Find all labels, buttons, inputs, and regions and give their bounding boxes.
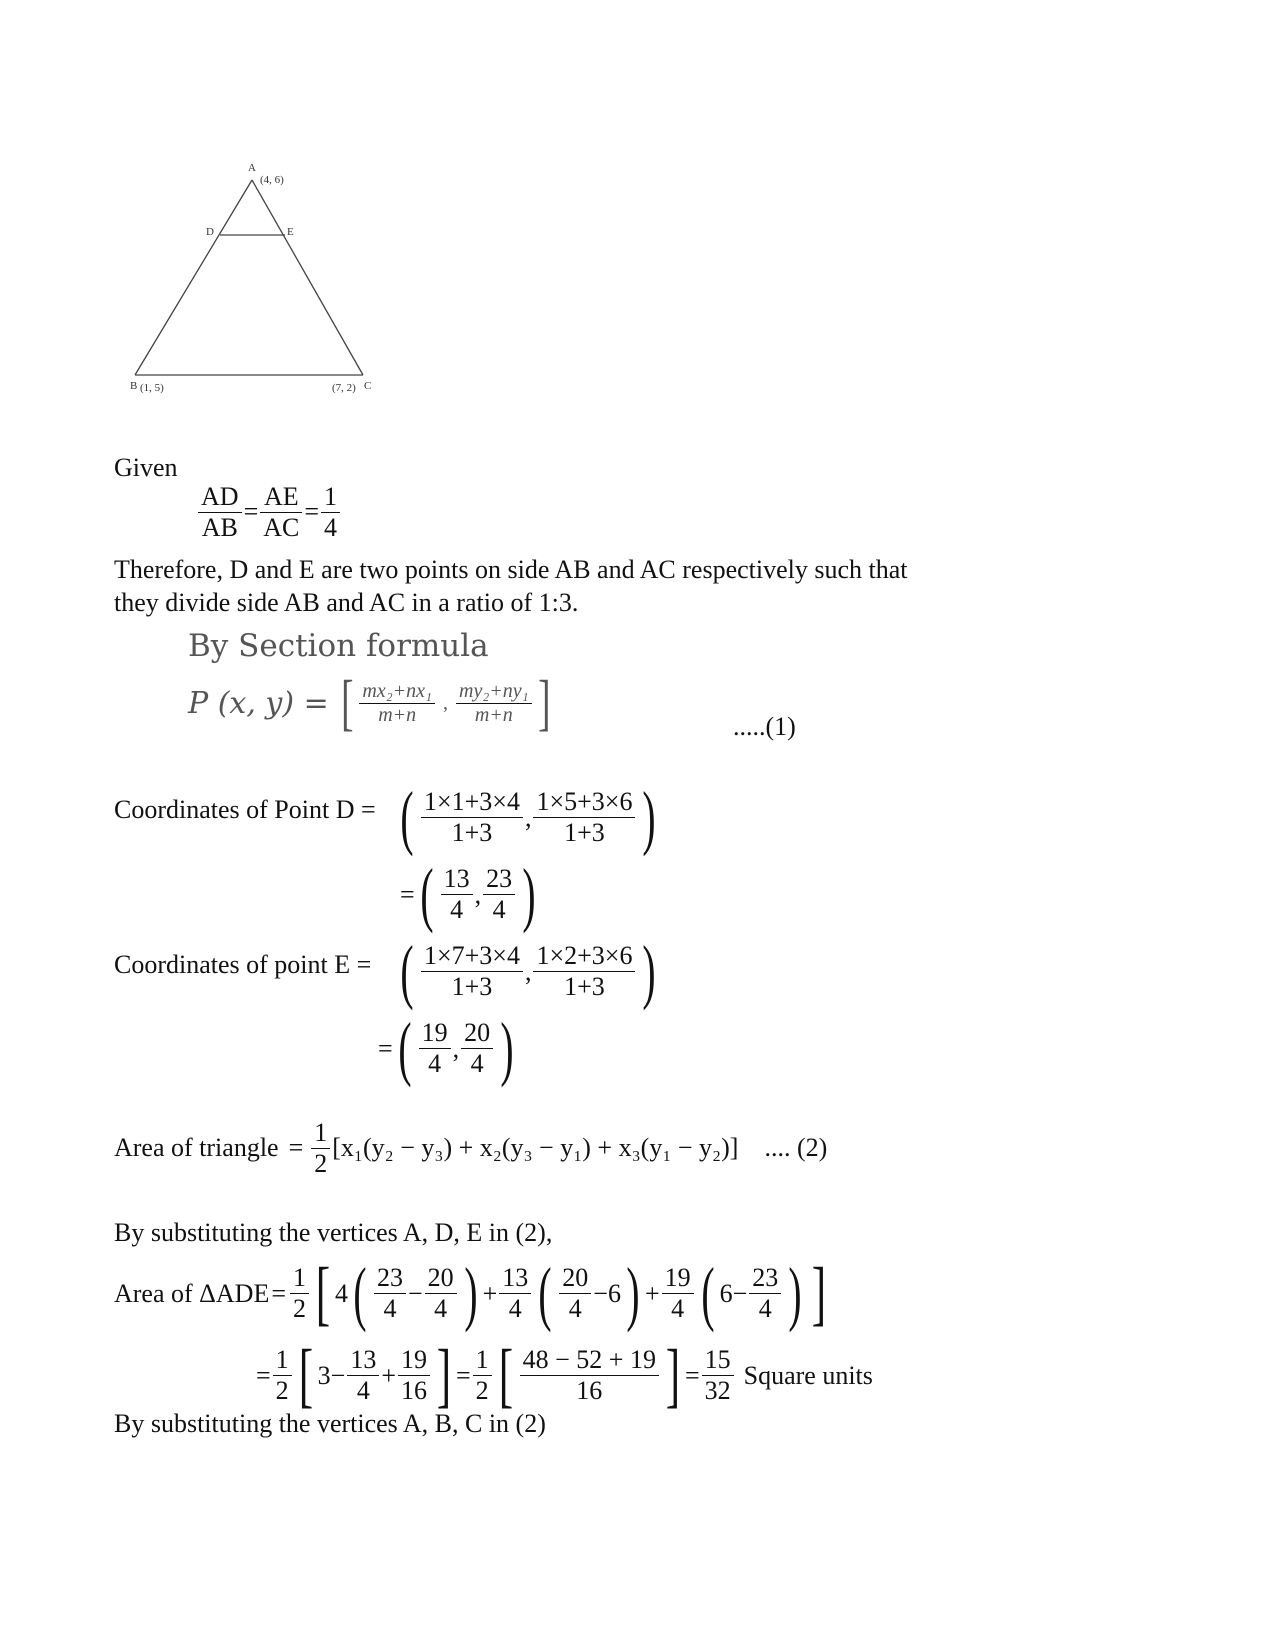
e-result-x-num: 19 [419, 1018, 451, 1049]
right-paren: ) [788, 1253, 802, 1333]
line2-c-den: 16 [401, 1376, 427, 1405]
equals-sign: = [455, 1360, 471, 1390]
term3-num: 19 [662, 1263, 694, 1294]
d-result-y-den: 4 [492, 895, 506, 924]
d-x-denominator: 1+3 [451, 818, 493, 847]
comma: , [452, 1033, 460, 1063]
section-x-numerator: mx₂+nx₁ [359, 680, 435, 704]
left-bracket: [ [315, 1253, 331, 1333]
term2-a-den: 4 [568, 1294, 582, 1323]
term1-a [374, 1263, 406, 1324]
right-paren: ) [642, 777, 657, 857]
area-formula-expression: [x₁(y₂ − y₃) + x₂(y₃ − y₁) + x₃(y₁ − y₂)] [332, 1133, 739, 1163]
half-den: 2 [275, 1376, 289, 1405]
minus-sign: − [593, 1278, 608, 1308]
point-d-label: D [206, 226, 214, 238]
d-result-x [441, 864, 473, 925]
left-paren: ( [701, 1253, 715, 1333]
term2-a [559, 1263, 591, 1324]
d-y-denominator: 1+3 [564, 818, 605, 847]
half-num: 1 [273, 1345, 292, 1376]
half-fraction [290, 1263, 309, 1324]
minus-sign: − [407, 1278, 423, 1308]
term1-a-num: 23 [374, 1263, 406, 1294]
comma: , [524, 802, 532, 832]
half-den: 2 [475, 1376, 489, 1405]
left-bracket: [ [340, 669, 354, 737]
term1-b [425, 1263, 457, 1324]
e-y-fraction [533, 941, 635, 1002]
term2-den: 4 [508, 1294, 522, 1323]
term1-b-num: 20 [425, 1263, 457, 1294]
section-formula-lhs: P (x, y) = [188, 686, 329, 721]
section-y-numerator: my₂+ny₁ [456, 680, 532, 704]
vertex-a-label: A [248, 162, 256, 174]
equation-ref-2: .... (2) [764, 1133, 828, 1163]
left-paren: ( [400, 931, 414, 1011]
point-e-label: E [287, 226, 294, 238]
term2-a-num: 20 [559, 1263, 591, 1294]
d-x-numerator: 1×1+3×4 [421, 787, 523, 818]
equation-ref-1: .....(1) [733, 712, 796, 741]
ratio-one: 1 [321, 482, 340, 513]
e-x-denominator: 1+3 [451, 972, 493, 1001]
vertex-b-label: B [130, 380, 138, 392]
line2-b-den: 4 [356, 1376, 370, 1405]
section-y-denominator: m+n [474, 704, 513, 726]
section-x-denominator: m+n [378, 704, 417, 726]
right-paren: ) [500, 1008, 514, 1088]
area-formula-label: Area of triangle [114, 1133, 279, 1163]
area-ade-line-1 [114, 1252, 831, 1335]
vertex-b-coord: (1, 5) [140, 382, 164, 394]
term2-num: 13 [499, 1263, 531, 1294]
triangle-diagram [120, 155, 400, 405]
ratio-ab: AB [201, 512, 238, 542]
section-formula-heading: By Section formula [188, 628, 489, 664]
left-bracket: [ [298, 1335, 313, 1415]
term3-b-den: 4 [758, 1294, 772, 1323]
line2-d [520, 1345, 659, 1406]
substitute-ade-heading: By substituting the vertices A, D, E in (2), [114, 1218, 553, 1247]
ratio-ae: AE [260, 482, 302, 513]
right-paren: ) [464, 1253, 478, 1333]
e-result-y-num: 20 [461, 1018, 493, 1049]
right-paren: ) [642, 931, 657, 1011]
d-x-fraction [421, 787, 523, 848]
term2-coefficient [499, 1263, 531, 1324]
left-paren: ( [538, 1253, 552, 1333]
result-den: 32 [704, 1376, 731, 1405]
line2-d-num: 48 − 52 + 19 [520, 1345, 659, 1376]
area-ade-result [702, 1345, 734, 1406]
point-d-expression [395, 776, 661, 859]
minus-sign: − [330, 1360, 346, 1390]
term3-b [749, 1263, 781, 1324]
given-ratio [196, 482, 342, 543]
substitute-abc-heading: By substituting the vertices A, B, C in (2) [114, 1409, 546, 1438]
half-fraction [473, 1345, 492, 1406]
comma: , [443, 692, 449, 714]
ratio-ae-ac [260, 482, 302, 543]
area-formula [114, 1118, 827, 1179]
right-bracket: ] [537, 669, 551, 737]
ratio-four: 4 [324, 512, 338, 542]
vertex-c-label: C [364, 380, 372, 392]
plus-sign: + [381, 1360, 396, 1390]
term1-coefficient: 4 [334, 1278, 348, 1308]
left-paren: ( [420, 854, 434, 934]
d-result-y [483, 864, 515, 925]
half-den: 2 [314, 1148, 328, 1178]
right-paren: ) [522, 854, 536, 934]
right-bracket: ] [436, 1335, 452, 1415]
term3-a: 6 [719, 1278, 733, 1308]
term3-den: 4 [671, 1294, 685, 1323]
vertex-a-coord: (4, 6) [260, 174, 284, 186]
e-result-x [419, 1018, 451, 1079]
ratio-one-four [321, 482, 340, 543]
left-paren: ( [398, 1008, 412, 1088]
e-y-denominator: 1+3 [564, 972, 605, 1001]
e-y-numerator: 1×2+3×6 [533, 941, 635, 972]
d-result-y-num: 23 [483, 864, 515, 895]
e-result-y [461, 1018, 493, 1079]
d-result-x-num: 13 [441, 864, 473, 895]
point-e-label: Coordinates of point E = [114, 950, 372, 979]
plus-sign: + [482, 1278, 498, 1308]
line2-d-den: 16 [576, 1376, 603, 1405]
equals-sign: = [378, 1033, 393, 1063]
left-bracket: [ [498, 1335, 513, 1415]
line2-c [398, 1345, 430, 1406]
e-x-fraction [421, 941, 523, 1002]
section-x-fraction [359, 680, 435, 727]
d-y-fraction [533, 787, 635, 848]
comma: , [524, 956, 532, 986]
therefore-line-1: Therefore, D and E are two points on side AB and AC respectively such that [114, 555, 908, 584]
term1-a-den: 4 [383, 1294, 397, 1323]
equals-sign: = [684, 1360, 700, 1390]
ratio-ac: AC [263, 512, 300, 542]
right-paren: ) [626, 1253, 640, 1333]
area-ade-line-2 [256, 1334, 873, 1417]
ratio-ad-ab [198, 482, 242, 543]
point-d-result [400, 853, 541, 936]
term3-b-num: 23 [749, 1263, 781, 1294]
half-num: 1 [473, 1345, 492, 1376]
equals-sign: = [400, 879, 415, 909]
plus-sign: + [644, 1278, 660, 1308]
equals-sign: = [256, 1360, 271, 1390]
half-fraction [311, 1118, 330, 1179]
right-bracket: ] [812, 1253, 827, 1333]
term2-b: 6 [607, 1278, 621, 1308]
e-x-numerator: 1×7+3×4 [421, 941, 523, 972]
equals-sign: = [271, 1278, 286, 1308]
term1-b-den: 4 [434, 1294, 448, 1323]
vertex-c-coord: (7, 2) [332, 382, 356, 394]
left-paren: ( [353, 1253, 367, 1333]
result-num: 15 [702, 1345, 734, 1376]
half-fraction [273, 1345, 292, 1406]
e-result-x-den: 4 [428, 1049, 442, 1078]
line2-b [347, 1345, 379, 1406]
equals-sign: = [304, 497, 320, 527]
right-bracket: ] [665, 1335, 681, 1415]
e-result-y-den: 4 [470, 1049, 484, 1078]
side-ac [252, 180, 363, 375]
equals-sign: = [243, 497, 259, 527]
line2-c-num: 19 [398, 1345, 430, 1376]
section-y-fraction [456, 680, 532, 727]
ratio-ad: AD [198, 482, 242, 513]
line2-a: 3 [317, 1360, 331, 1390]
point-e-expression [395, 930, 661, 1013]
half-num: 1 [311, 1118, 330, 1149]
section-formula [188, 668, 554, 739]
point-d-label: Coordinates of Point D = [114, 795, 376, 824]
comma: , [474, 879, 482, 909]
therefore-line-2: they divide side AB and AC in a ratio of 1:3. [114, 588, 579, 617]
line2-b-num: 13 [347, 1345, 379, 1376]
side-ab [135, 180, 252, 375]
term3-coefficient [662, 1263, 694, 1324]
d-y-numerator: 1×5+3×6 [533, 787, 635, 818]
given-heading: Given [114, 453, 178, 482]
left-paren: ( [400, 777, 414, 857]
half-num: 1 [290, 1263, 309, 1294]
point-e-result [378, 1007, 519, 1090]
minus-sign: − [732, 1278, 748, 1308]
d-result-x-den: 4 [450, 895, 464, 924]
equals-sign: = [288, 1133, 304, 1163]
units-label: Square units [743, 1360, 873, 1390]
area-ade-label: Area of ΔADE [114, 1278, 270, 1308]
half-den: 2 [293, 1294, 306, 1323]
